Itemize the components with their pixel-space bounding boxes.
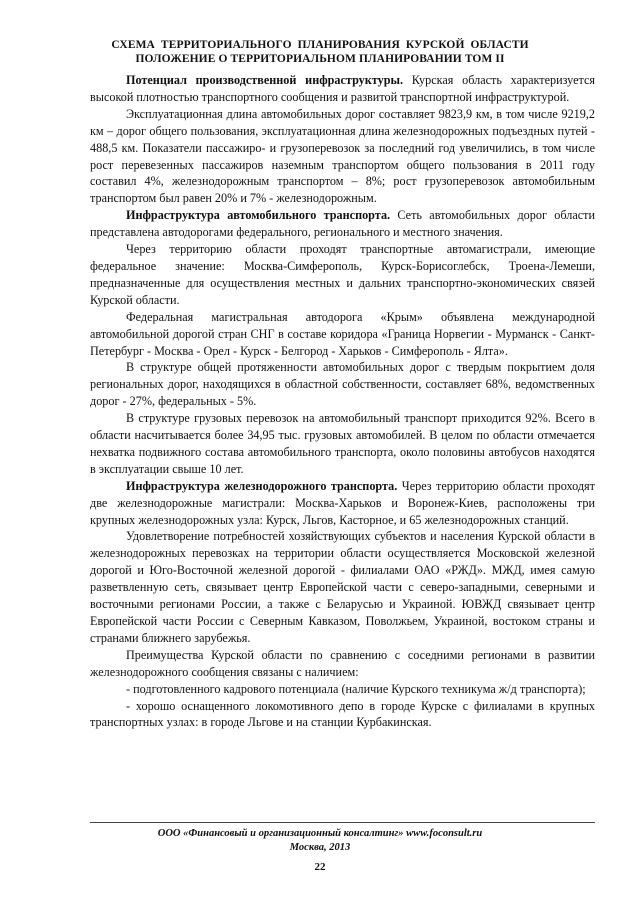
list-item <box>90 681 595 698</box>
paragraph <box>90 528 595 646</box>
paragraph-text: Сеть автомобильных дорог области представлена автодорогами федерального, регионального и местного значения. <box>90 208 595 240</box>
paragraph <box>90 647 595 681</box>
paragraph-text: Удовлетворение потребностей хозяйствующих субъектов и населения Курской области в железнодорожных перевозках на территории области осуществляется Московской железной дорогой и Юго-Восточной железной дорогой - филиалами ОАО «РЖД». МЖД, имея самую разветвленную сеть, связывает центр Европейской части с северо-западными, северными и восточными регионами России, а также с Беларусью и Украиной. ЮВЖД связывает центр Европейской части России с Северным Кавказом, Поволжьем, Украиной, востоком страны и странами ближнего зарубежья. <box>90 529 595 645</box>
paragraph-heading: Потенциал производственной инфраструктуры. <box>126 73 404 87</box>
footer-divider <box>90 822 595 823</box>
paragraph-text: В структуре общей протяженности автомобильных дорог с твердым покрытием доля региональных дорог, находящихся в областной собственности, составляет 68%, ведомственных дорог - 27%, федеральных - 5%. <box>90 360 595 409</box>
paragraph-text: Федеральная магистральная автодорога «Крым» объявлена международной автомобильной дорогой стран СНГ в составе коридора «Граница Норвегии - Мурманск - Санкт-Петербург - Москва - Орел - Курск - Белгород - Харьков - Симферополь - Ялта». <box>90 309 595 358</box>
paragraph-heading: Инфраструктура железнодорожного транспорта. <box>126 478 398 493</box>
footer-city-year: Москва, 2013 <box>289 842 351 853</box>
document-header-title: СХЕМА ТЕРРИТОРИАЛЬНОГО ПЛАНИРОВАНИЯ КУРСКОЙ ОБЛАСТИ <box>111 39 529 51</box>
paragraph-text: Эксплуатационная длина автомобильных дорог составляет 9823,9 км, в том числе 9219,2 км – дорог общего пользования, эксплуатационная длина железнодорожных подъездных путей - 488,5 км. Показатели пассажиро- и грузоперевозок за последний год увеличились, в том числе рост перевезенных пассажиров наземным транспортом общего пользования в 2011 году составил 4%, железнодорожным транспортом – 8%; рост грузоперевозок автомобильным транспортом был равен 20% и 7% - железнодорожным. <box>90 106 595 206</box>
paragraph-text: Через территорию области проходят транспортные автомагистрали, имеющие федеральное значение: Москва-Симферополь, Курск-Борисоглебск, Троена-Лемеши, предназначенные для осуществления местных и дальних транспортно-экономических связей Курской области. <box>90 242 595 307</box>
paragraph <box>90 106 595 207</box>
document-header-subtitle: ПОЛОЖЕНИЕ О ТЕРРИТОРИАЛЬНОМ ПЛАНИРОВАНИИ ТОМ II <box>135 53 505 65</box>
paragraph <box>90 241 595 309</box>
page-number: 22 <box>314 861 326 873</box>
paragraph <box>90 359 595 410</box>
paragraph <box>90 410 595 478</box>
paragraph-text: Преимущества Курской области по сравнению с соседними регионами в развитии железнодорожного сообщения связаны с наличием: <box>90 647 595 679</box>
paragraph <box>90 207 595 241</box>
paragraph-text: Курская область характеризуется высокой плотностью транспортного сообщения и развитой транспортной инфраструктурой. <box>90 73 595 104</box>
paragraph-text: - подготовленного кадрового потенциала (наличие Курского техникума ж/д транспорта); <box>126 681 586 696</box>
paragraph <box>90 309 595 360</box>
document-body <box>90 72 595 731</box>
paragraph <box>90 72 595 106</box>
footer-company: ООО «Финансовый и организационный консалтинг» www.foconsult.ru <box>157 828 483 839</box>
paragraph-text: Через территорию области проходят две железнодорожные магистрали: Москва-Харьков и Воронеж-Киев, расположены три крупных железнодорожных узла: Курск, Льгов, Касторное, и 65 железнодорожных станций. <box>90 478 595 527</box>
paragraph-text: В структуре грузовых перевозок на автомобильный транспорт приходится 92%. Всего в области насчитывается более 34,95 тыс. грузовых автомобилей. В целом по области отмечается нехватка подвижного состава автомобильного транспорта, около половины автобусов находятся в эксплуатации свыше 10 лет. <box>90 411 595 476</box>
list-item <box>90 698 595 732</box>
paragraph <box>90 478 595 529</box>
paragraph-heading: Инфраструктура автомобильного транспорта. <box>126 208 391 223</box>
paragraph-text: - хорошо оснащенного локомотивного депо в городе Курске с филиалами в крупных транспортных узлах: в городе Льгове и на станции Курбакинская. <box>90 698 595 730</box>
